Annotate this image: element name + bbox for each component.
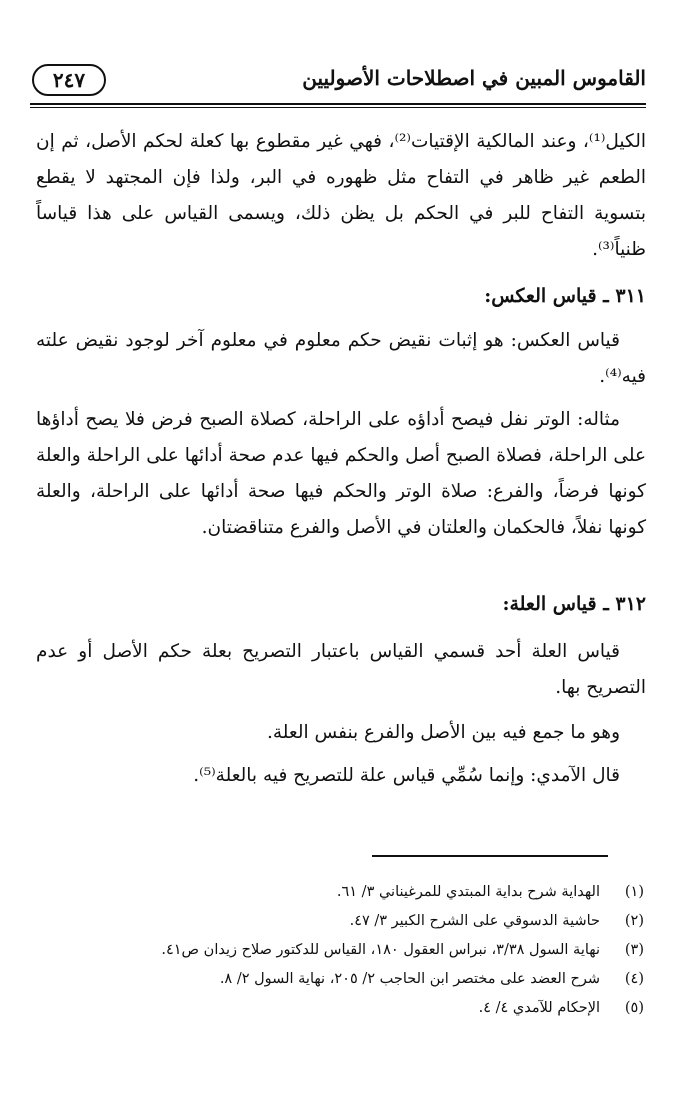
- footnotes: [44, 878, 644, 1023]
- footnote-text: حاشية الدسوقي على الشرح الكبير ٣/ ٤٧.: [349, 913, 600, 929]
- footnote-number: (٣): [624, 942, 644, 958]
- footnote-number: (٥): [624, 1000, 644, 1016]
- page-number-badge: ٢٤٧: [32, 64, 106, 96]
- footnote-number: (٤): [624, 971, 644, 987]
- paragraph-definition-illa-analogy: قياس العلة أحد قسمي القياس باعتبار التصريح بعلة حكم الأصل أو عدم التصريح بها.: [36, 641, 646, 698]
- paragraph-example: مثاله: الوتر نفل فيصح أداؤه على الراحلة، كصلاة الصبح فرض فلا يصح أداؤها على الراحلة، فصلاة الصبح أصل والحكم فيها عدم صحة أدائها على الراحلة والعلة كونها فرضاً، والفرع: صلاة الوتر والحكم فيها صحة أدائها على الراحلة، والعلة كونها نفلاً، فالحكمان والعلتان في الأصل والفرع متناقضتان.: [36, 409, 646, 538]
- footnote-text: نهاية السول ٣/٣٨، نبراس العقول ١٨٠، القياس للدكتور صلاح زيدان ص٤١.: [161, 942, 600, 958]
- footnote: [44, 907, 644, 936]
- header-rule: [30, 103, 646, 105]
- paragraph-continuation: الكيل⁽¹⁾، وعند المالكية الإقتيات⁽²⁾، فهي غير مقطوع بها كعلة لحكم الأصل، ثم إن الطعم غير ظاهر في التفاح مثل ظهوره في البر، ولذا فإن المجتهد لا يقطع بتسوية التفاح للبر في الحكم بل يظن ذلك، ويسمى القياس على هذا قياساً ظنياً⁽³⁾.: [36, 131, 646, 260]
- footnote-number: (١): [624, 884, 644, 900]
- running-header: [30, 62, 646, 102]
- footnote: [44, 994, 644, 1023]
- footnote: [44, 936, 644, 965]
- paragraph-definition-reverse-analogy: قياس العكس: هو إثبات نقيض حكم معلوم في معلوم آخر لوجود نقيض علته فيه⁽⁴⁾.: [36, 330, 646, 387]
- footnote-separator: [372, 855, 608, 857]
- footnote-text: الهداية شرح بداية المبتدي للمرغيناني ٣/ ٦١.: [336, 884, 600, 900]
- paragraph-amidi-quote: قال الآمدي: وإنما سُمِّي قياس علة للتصريح فيه بالعلة⁽⁵⁾.: [193, 765, 620, 786]
- footnote-text: شرح العضد على مختصر ابن الحاجب ٢/ ٢٠٥، نهاية السول ٢/ ٨.: [219, 971, 600, 987]
- footnote-text: الإحكام للآمدي ٤/ ٤.: [478, 1000, 600, 1016]
- footnote: [44, 965, 644, 994]
- running-title: القاموس المبين في اصطلاحات الأصوليين: [302, 66, 646, 90]
- section-heading-311: ٣١١ ـ قياس العكس:: [484, 285, 646, 307]
- paragraph-illa-meaning: وهو ما جمع فيه بين الأصل والفرع بنفس العلة.: [267, 722, 620, 743]
- header-rule-thin: [30, 107, 646, 108]
- section-heading-312: ٣١٢ ـ قياس العلة:: [502, 593, 646, 615]
- footnote: [44, 878, 644, 907]
- footnote-number: (٢): [624, 913, 644, 929]
